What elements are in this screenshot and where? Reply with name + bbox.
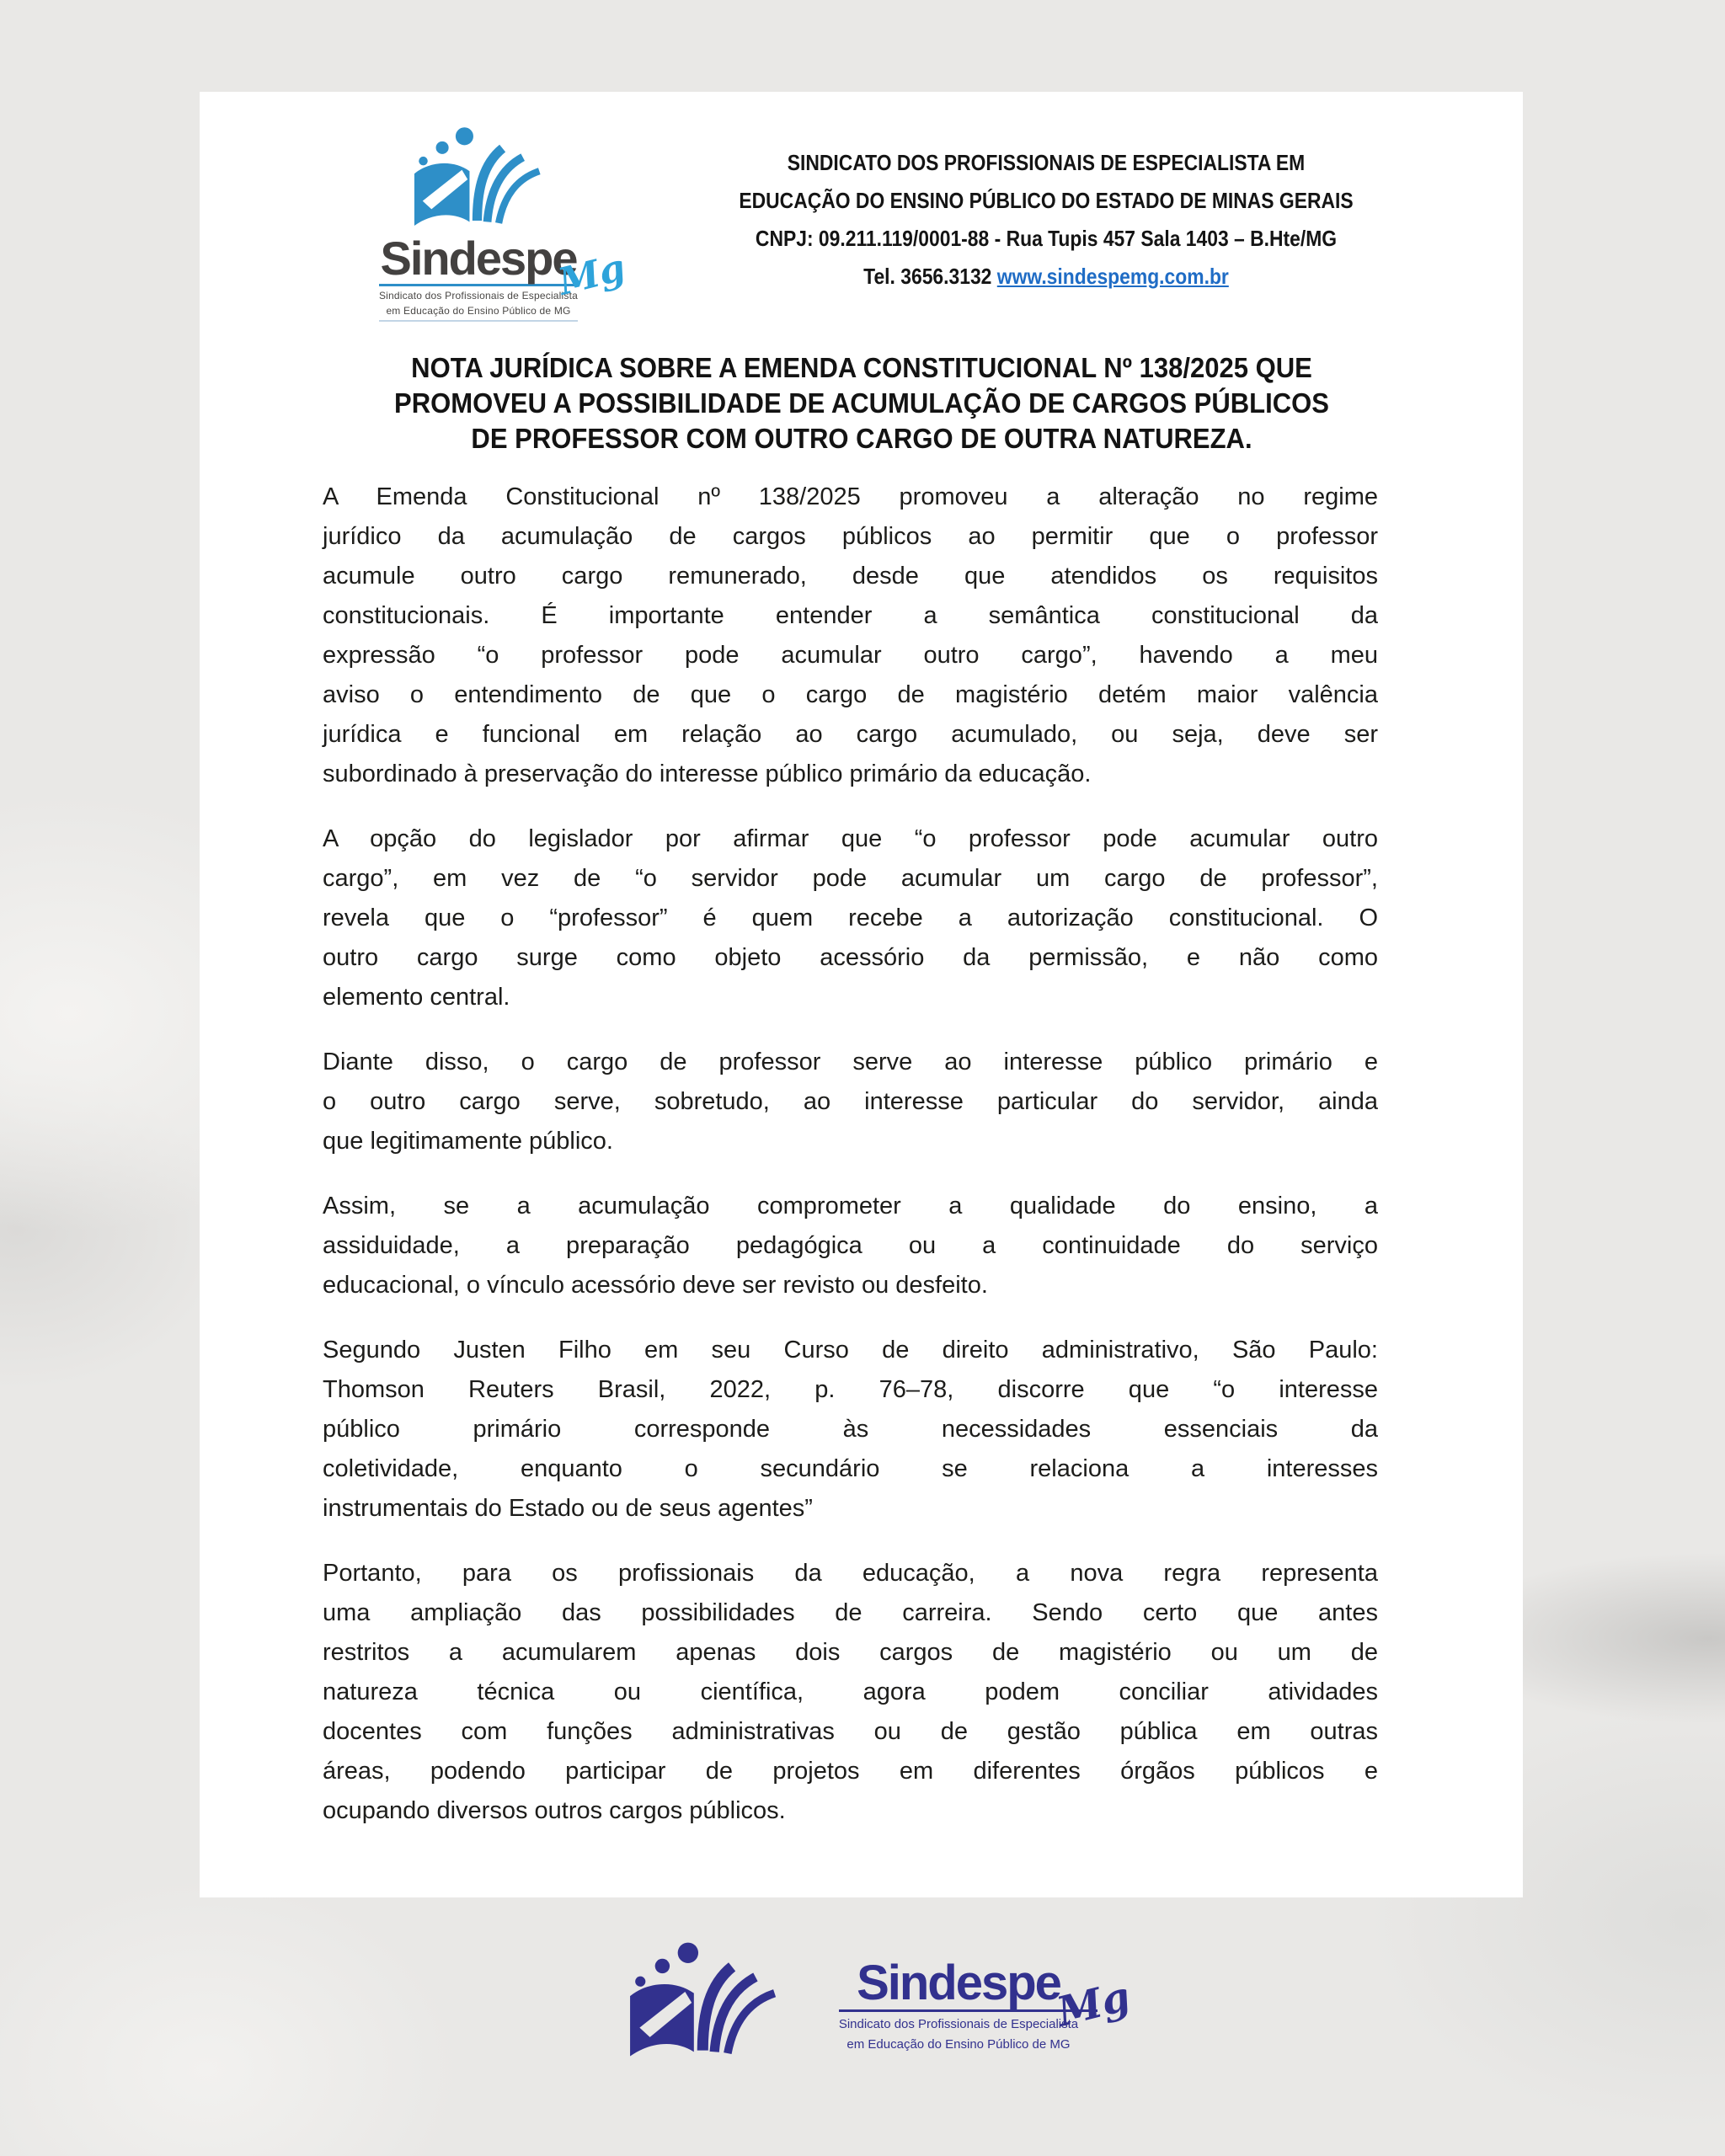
- text-line: ocupando diversos outros cargos públicos.: [323, 1797, 786, 1824]
- text-line: outro cargo surge como objeto acessório da permissão, e não como: [323, 944, 1378, 971]
- text-line: que legitimamente público.: [323, 1128, 613, 1155]
- paragraph: [323, 478, 1378, 794]
- text-line: uma ampliação das possibilidades de carreira. Sendo certo que antes: [323, 1599, 1378, 1626]
- text-line: instrumentais do Estado ou de seus agentes”: [323, 1495, 813, 1522]
- text-line: cargo”, em vez de “o servidor pode acumular um cargo de professor”,: [323, 865, 1378, 892]
- text-line: Portanto, para os profissionais da educação, a nova regra representa: [323, 1560, 1378, 1587]
- text-line: aviso o entendimento de que o cargo de magistério detém maior valência: [323, 681, 1378, 708]
- website-link[interactable]: www.sindespemg.com.br: [996, 264, 1229, 289]
- paragraph: [323, 1043, 1378, 1161]
- text-line: áreas, podendo participar de projetos em diferentes órgãos públicos e: [323, 1758, 1378, 1785]
- text-line: DE PROFESSOR COM OUTRO CARGO DE OUTRA NATUREZA.: [470, 423, 1252, 454]
- logo-name-row: [378, 232, 629, 322]
- org-line-3: CNPJ: 09.211.119/0001-88 - Rua Tupis 457 Sala 1403 – B.Hte/MG: [755, 226, 1338, 251]
- document-body: [323, 478, 1378, 1856]
- footer-logo-name: Sindespe: [857, 1956, 1060, 2010]
- text-line: natureza técnica ou científica, agora podem conciliar atividades: [323, 1678, 1378, 1705]
- logo-tagline-line1: Sindicato dos Profissionais de Especialista: [378, 290, 579, 302]
- paragraph: [323, 1331, 1378, 1529]
- org-header-block: [676, 144, 1417, 296]
- logo-name: Sindespe: [380, 232, 577, 285]
- logo-tagline-line2: em Educação do Ensino Público de MG: [386, 305, 571, 317]
- paragraph: [323, 1187, 1378, 1305]
- footer-logo-name-row: [838, 1956, 1135, 2052]
- text-line: subordinado à preservação do interesse público primário da educação.: [323, 760, 1092, 787]
- open-book-logo-icon: [402, 125, 555, 233]
- footer-logo-mg-script: Mg: [1052, 1972, 1135, 2036]
- text-line: jurídica e funcional em relação ao cargo acumulado, ou seja, deve ser: [323, 721, 1378, 748]
- logo-tagline-rule: [379, 320, 578, 322]
- text-line: A opção do legislador por afirmar que “o professor pode acumular outro: [323, 825, 1378, 852]
- text-line: restritos a acumularem apenas dois cargos de magistério ou um de: [323, 1639, 1378, 1666]
- text-line: elemento central.: [323, 984, 510, 1011]
- footer-logo-tagline-line2: em Educação do Ensino Público de MG: [846, 2037, 1071, 2052]
- text-line: jurídico da acumulação de cargos públicos ao permitir que o professor: [323, 523, 1378, 550]
- paragraph: [323, 819, 1378, 1017]
- text-line: educacional, o vínculo acessório deve ser revisto ou desfeito.: [323, 1272, 988, 1299]
- text-line: NOTA JURÍDICA SOBRE A EMENDA CONSTITUCIONAL Nº 138/2025 QUE: [410, 352, 1312, 383]
- text-line: Segundo Justen Filho em seu Curso de direito administrativo, São Paulo:: [323, 1337, 1378, 1364]
- org-line-1: SINDICATO DOS PROFISSIONAIS DE ESPECIALISTA EM: [787, 150, 1306, 175]
- text-line: docentes com funções administrativas ou de gestão pública em outras: [323, 1718, 1378, 1745]
- footer-logo-text: [807, 1935, 1135, 2052]
- text-line: acumule outro cargo remunerado, desde que atendidos os requisitos: [323, 563, 1378, 590]
- text-line: expressão “o professor pode acumular outro cargo”, havendo a meu: [323, 642, 1378, 669]
- open-book-logo-icon: [615, 1940, 793, 2065]
- text-line: revela que o “professor” é quem recebe a autorização constitucional. O: [323, 905, 1378, 931]
- text-line: público primário corresponde às necessidades essenciais da: [323, 1416, 1378, 1443]
- footer-logo: [0, 1935, 1725, 2065]
- document-page: [200, 92, 1523, 1897]
- page-title: [331, 350, 1392, 456]
- org-line-4: [676, 258, 1417, 296]
- text-line: coletividade, enquanto o secundário se relaciona a interesses: [323, 1455, 1378, 1482]
- text-line: o outro cargo serve, sobretudo, ao interesse particular do servidor, ainda: [323, 1088, 1378, 1115]
- logo-mg-script: Mg: [553, 246, 629, 304]
- text-line: assiduidade, a preparação pedagógica ou a continuidade do serviço: [323, 1232, 1378, 1259]
- phone-number: Tel. 3656.3132: [863, 264, 992, 289]
- footer-logo-tagline-line1: Sindicato dos Profissionais de Especialista: [838, 2017, 1079, 2031]
- text-line: Thomson Reuters Brasil, 2022, p. 76–78, discorre que “o interesse: [323, 1376, 1378, 1403]
- header-logo: [356, 125, 629, 322]
- org-line-2: EDUCAÇÃO DO ENSINO PÚBLICO DO ESTADO DE MINAS GERAIS: [739, 188, 1354, 213]
- paragraph: [323, 1554, 1378, 1831]
- text-line: Diante disso, o cargo de professor serve ao interesse público primário e: [323, 1049, 1378, 1075]
- text-line: Assim, se a acumulação comprometer a qualidade do ensino, a: [323, 1193, 1378, 1219]
- text-line: PROMOVEU A POSSIBILIDADE DE ACUMULAÇÃO DE CARGOS PÚBLICOS: [393, 387, 1329, 419]
- text-line: constitucionais. É importante entender a semântica constitucional da: [323, 602, 1378, 629]
- text-line: A Emenda Constitucional nº 138/2025 promoveu a alteração no regime: [323, 483, 1378, 510]
